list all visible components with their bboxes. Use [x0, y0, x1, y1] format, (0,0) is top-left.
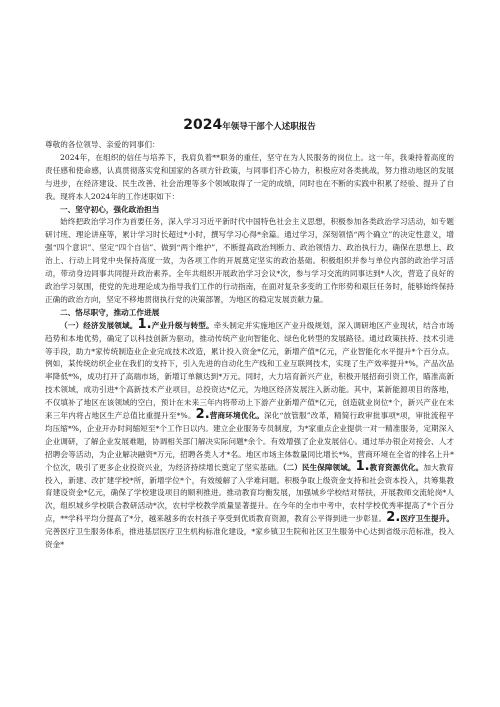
item-education-label: 教育资源优化。: [369, 462, 424, 472]
item-business-env-body: 深化“放管服”改革，精简行政审批事项*项，审批流程平均压缩*%，企业开办时间缩短至*个工作日以内。建立企业服务专员制度，为*家重点企业提供一对一精准服务，定期深入企业调研，了解企业发展难题，协调相关部门解决实际问题*余个。有效增强了企业发展信心。通过举办银企对接会、人才招聘会等活动，为企业解决融资*万元，招聘各类人才*名。地区市场主体数量同比增长*%，营商环境在全省的排名上升*个位次，吸引了更多企业投资兴业，为经济持续增长奠定了坚实基础。: [45, 411, 455, 472]
item-2-number: 2.: [195, 407, 210, 423]
section-1-heading: 一、坚守初心，强化政治担当: [60, 204, 160, 214]
document-title: [45, 117, 454, 135]
item-4-number: 2.: [386, 510, 401, 526]
title-text: 年领导干部个人述职报告: [222, 122, 316, 132]
item-medical-label: 医疗卫生提升。: [400, 514, 454, 524]
item-1-number: 1.: [137, 316, 152, 332]
item-business-env-label: 营商环境优化。: [209, 411, 264, 421]
section-1-body: 始终把政治学习作为首要任务，深入学习习近平新时代中国特色社会主义思想，积极参加各类政治学习活动，如专题研讨班、理论讲座等，累计学习时长超过*小时，撰写学习心得*余篇。通过学习，深刻领悟“两个确立”的决定性意义，增强“四个意识”、坚定“四个自信”、做到“两个维护”，不断提高政治判断力、政治领悟力、政治执行力，确保在思想上、政治上、行动上同党中央保持高度一致，为各项工作的开展奠定坚实的政治基础。积极组织并参与单位内部的政治学习活动，带动身边同事共同提升政治素养。全年共组织开展政治学习会议*次，参与学习交流的同事达到*人次，营造了良好的政治学习氛围，使党的先进理论成为指导我们工作的行动指南，在面对复杂多变的工作形势和艰巨任务时，能够始终保持正确的政治方向，坚定不移地贯彻执行党的决策部署，为地区的稳定发展贡献力量。: [45, 217, 454, 304]
intro-paragraph: 2024年，在组织的信任与培养下，我肩负着**职务的重任，坚守在为人民服务的岗位上。这一年，我秉持着高度的责任感和使命感，认真贯彻落实党和国家的各项方针政策，与同事们齐心协力，积极应对各类挑战，努力推动地区的发展与进步，在经济建设、民生改善、社会治理等多个领域取得了一定的成绩，同时也在不断的实践中积累了经验、提升了自我。现将本人2024年的工作述职如下：: [45, 152, 454, 201]
item-industry-body: 牵头制定并实施地区产业升级规划，深入调研地区产业现状，结合市场趋势和本地优势，确定了以科技创新为驱动，推动传统产业向智能化、绿色化转型的发展路径。通过政策扶持、技术引进等手段，助力*家传统制造业企业完成技术改造，累计投入资金*亿元，新增产值*亿元，产业智能化水平提升*个百分点。例如，某传统纺织企业在我们的支持下，引入先进的自动化生产线和工业互联网技术，实现了生产效率提升*%，产品次品率降低*%，成功打开了高端市场，新增订单额达到*万元。同时，大力培育新兴产业，积极开展招商引资工作，瞄准高新技术领域，成功引进*个高新技术产业项目，总投资达*亿元，为地区经济发展注入新动能。其中，某新能源项目的落地，不仅填补了地区在该领域的空白，预计在未来三年内将带动上下游产业新增产值*亿元，创造就业岗位*个，新兴产业在未来三年内将占地区生产总值比重提升至*%。: [45, 320, 454, 421]
salutation: 尊敬的各位领导、亲爱的同事们：: [45, 140, 160, 149]
subsection-livelihood-label: （二）民生保障领域。: [282, 462, 356, 472]
title-year: 2024: [183, 117, 223, 133]
item-industry-label: 产业升级与转型。: [151, 320, 214, 330]
item-education-body: 加大教育投入，新建、改扩建学校*所，新增学位*个，有效缓解了入学难问题。积极争取上级资金支持和社会资本投入，共筹集教育建设资金*亿元，确保了学校建设项目的顺利推进。推动教育均衡发展，加强城乡学校结对帮扶，开展教师交流轮岗*人次，组织城乡学校联合教研活动*次，农村学校教学质量显著提升。在今年的全市中考中，农村学校优秀率提高了*个百分点，**学科平均分提高了*分，越来越多的农村孩子享受到优质教育资源，教育公平得到进一步彰显。: [45, 462, 455, 524]
section-2-economy-paragraph: [45, 316, 455, 552]
item-medical-body: 完善医疗卫生服务体系，推进基层医疗卫生机构标准化建设，*家乡镇卫生院和社区卫生服务中心达到省级示范标准，投入资金*: [45, 527, 454, 550]
subsection-economy-label: （一）经济发展领域。: [60, 320, 138, 330]
item-3-number: 1.: [355, 458, 370, 474]
section-2-heading: 二、恪尽职守，推动工作进展: [60, 307, 160, 317]
